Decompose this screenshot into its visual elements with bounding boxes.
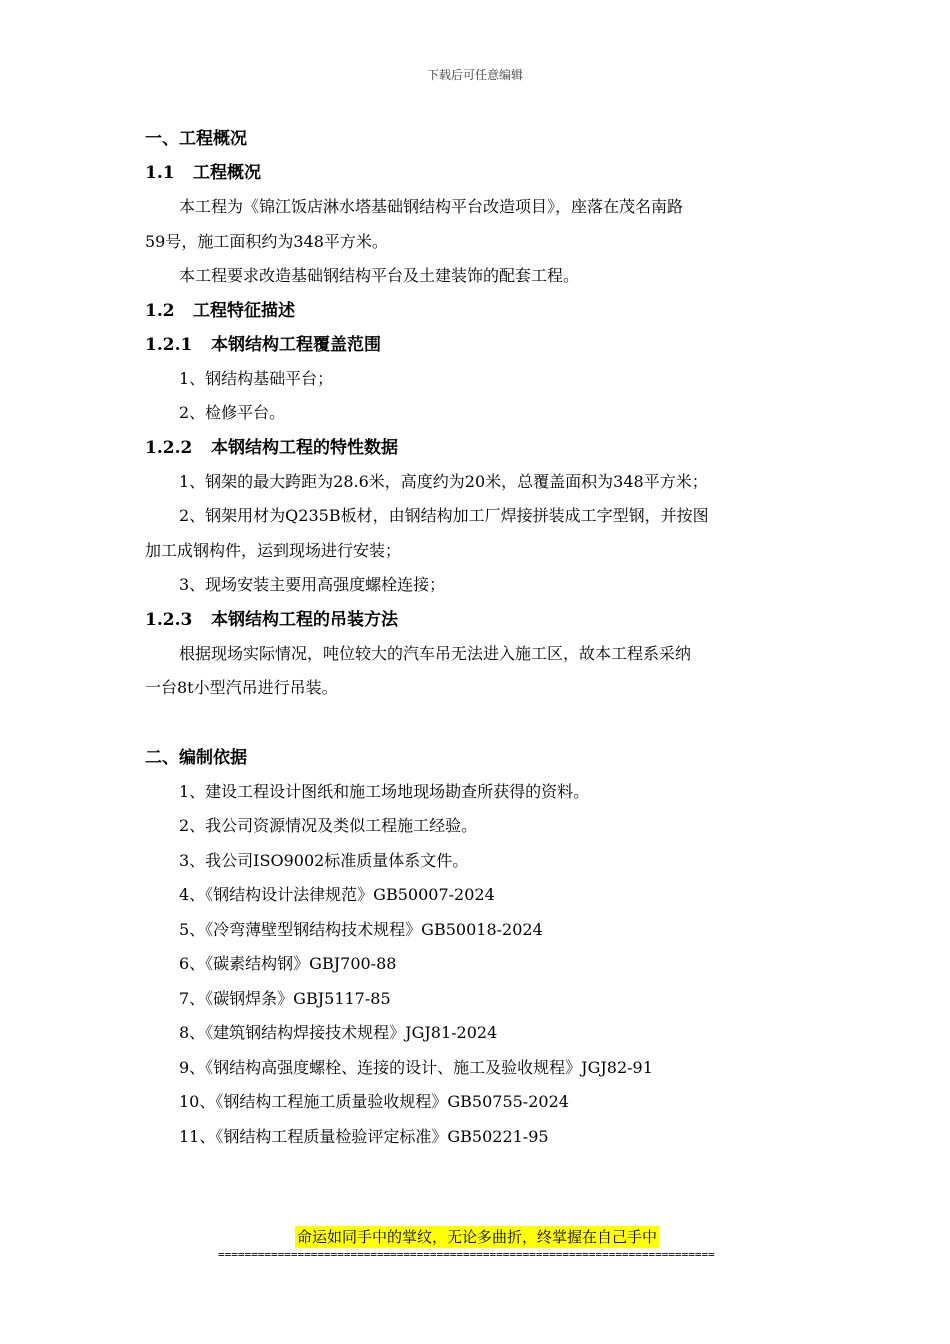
heading-1-2-2 bbox=[145, 431, 815, 465]
section-2-title: 二、编制依据 bbox=[145, 747, 247, 768]
reference-item: 10、《钢结构工程施工质量验收规程》GB50755-2024 bbox=[179, 1092, 569, 1111]
footer bbox=[0, 1226, 950, 1248]
reference-item: 1、建设工程设计图纸和施工场地现场勘查所获得的资料。 bbox=[179, 781, 590, 801]
reference-item: 8、《建筑钢结构焊接技术规程》JGJ81-2024 bbox=[179, 1023, 498, 1042]
document-body bbox=[145, 122, 815, 1154]
heading-1-1 bbox=[145, 156, 815, 190]
section-1-title: 一、工程概况 bbox=[145, 129, 247, 149]
heading-1-2-1 bbox=[145, 328, 815, 362]
paragraph-overview-line2: 59号，施工面积约为348平方米。 bbox=[145, 231, 388, 251]
heading-text: 本钢结构工程的吊装方法 bbox=[211, 609, 398, 630]
heading-text: 本钢结构工程覆盖范围 bbox=[211, 334, 381, 355]
list-item: 3、现场安装主要用高强度螺栓连接； bbox=[179, 575, 446, 594]
heading-1-2 bbox=[145, 294, 815, 328]
heading-number: 1.1 bbox=[145, 163, 175, 183]
reference-item: 5、《冷弯薄壁型钢结构技术规程》GB50018-2024 bbox=[179, 919, 543, 939]
heading-text: 本钢结构工程的特性数据 bbox=[211, 437, 398, 458]
paragraph-scope: 本工程要求改造基础钢结构平台及土建装饰的配套工程。 bbox=[179, 266, 580, 285]
heading-text: 工程概况 bbox=[193, 163, 261, 183]
paragraph-hoist-line2: 一台8t小型汽吊进行吊装。 bbox=[145, 678, 338, 697]
footer-rule: =========================================================================== bbox=[218, 1248, 715, 1261]
list-item: 1、钢结构基础平台； bbox=[179, 368, 334, 388]
list-item: 1、钢架的最大跨距为28.6米，高度约为20米，总覆盖面积为348平方米； bbox=[179, 471, 708, 491]
header-note: 下载后可任意编辑 bbox=[426, 68, 523, 82]
reference-item: 4、《钢结构设计法律规范》GB50007-2024 bbox=[179, 885, 495, 904]
reference-item: 3、我公司ISO9002标准质量体系文件。 bbox=[179, 850, 469, 870]
heading-number: 1.2.3 bbox=[145, 609, 193, 630]
reference-item: 2、我公司资源情况及类似工程施工经验。 bbox=[179, 816, 478, 835]
reference-item: 7、《碳钢焊条》GBJ5117-85 bbox=[179, 988, 391, 1008]
heading-1-2-3 bbox=[145, 603, 815, 637]
footer-slogan: 命运如同手中的掌纹，无论多曲折，终掌握在自己手中 bbox=[296, 1228, 657, 1246]
list-item: 2、检修平台。 bbox=[179, 403, 286, 422]
heading-number: 1.2.1 bbox=[145, 334, 193, 355]
reference-item: 11、《钢结构工程质量检验评定标准》GB50221-95 bbox=[179, 1126, 549, 1146]
paragraph-overview-line1: 本工程为《锦江饭店淋水塔基础钢结构平台改造项目》，座落在茂名南路 bbox=[179, 197, 684, 216]
paragraph-hoist-line1: 根据现场实际情况，吨位较大的汽车吊无法进入施工区，故本工程系采纳 bbox=[179, 643, 692, 663]
reference-item: 6、《碳素结构钢》GBJ700-88 bbox=[179, 954, 397, 973]
heading-number: 1.2.2 bbox=[145, 437, 193, 458]
heading-text: 工程特征描述 bbox=[193, 300, 295, 321]
list-item: 2、钢架用材为Q235B板材，由钢结构加工厂焊接拼装成工字型钢，并按图 bbox=[179, 506, 709, 525]
list-item-continuation: 加工成钢构件，运到现场进行安装； bbox=[145, 540, 402, 560]
reference-item: 9、《钢结构高强度螺栓、连接的设计、施工及验收规程》JGJ82-91 bbox=[179, 1057, 653, 1077]
section-gap bbox=[145, 706, 815, 741]
heading-number: 1.2 bbox=[145, 300, 175, 321]
